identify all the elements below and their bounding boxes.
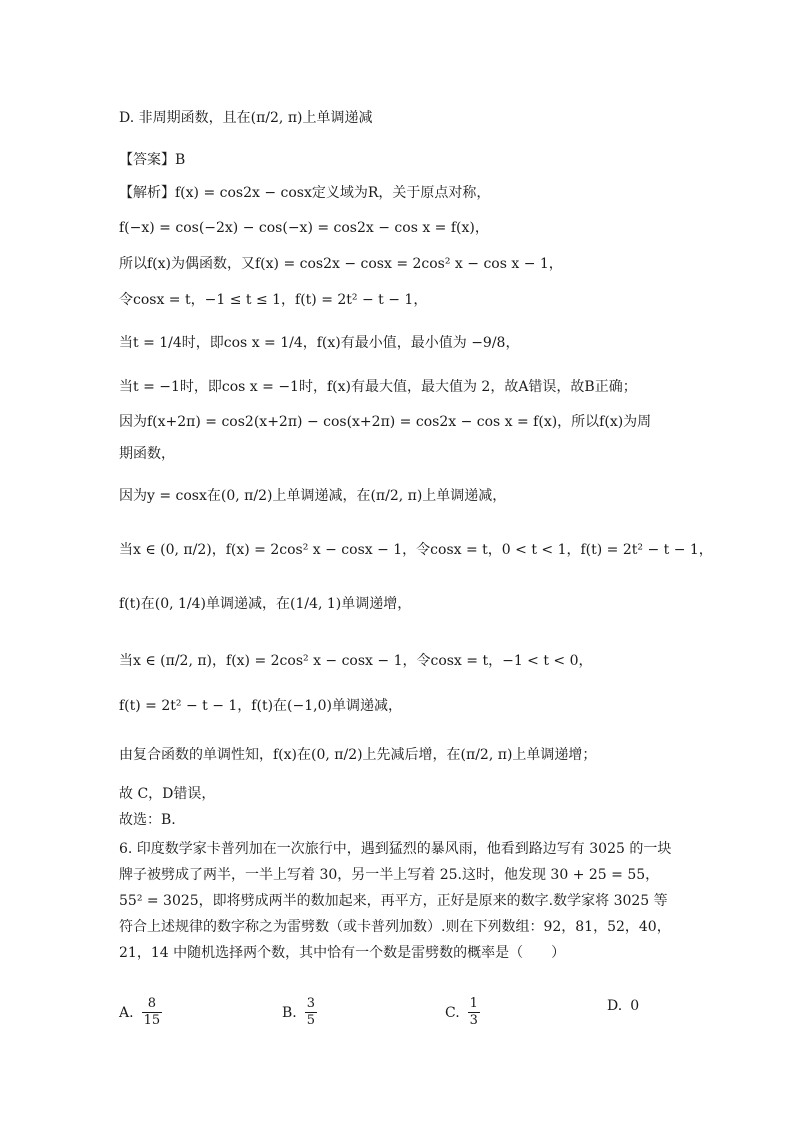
option-d-previous: D. 非周期函数，且在(π/2, π)上单调递减: [119, 110, 373, 126]
option-b-fraction: [305, 996, 317, 1029]
analysis-line-4: 令cosx = t，−1 ≤ t ≤ 1，f(t) = 2t² − t − 1，: [119, 292, 428, 308]
analysis-line-16: 故选：B.: [119, 812, 176, 828]
option-c: [445, 996, 480, 1029]
option-c-numerator: 1: [469, 996, 478, 1011]
option-a: [119, 996, 162, 1029]
option-d: [607, 996, 639, 1016]
option-b-label: B.: [282, 1004, 297, 1021]
option-b: [282, 996, 317, 1029]
analysis-line-8: 期函数，: [119, 446, 175, 462]
analysis-line-13: f(t) = 2t² − t − 1，f(t)在(−1,0)单调递减，: [119, 698, 402, 714]
analysis-line-14: 由复合函数的单调性知，f(x)在(0, π/2)上先减后增，在(π/2, π)上单调递增；: [119, 747, 597, 763]
option-d-label: D.: [607, 998, 623, 1014]
analysis-line-11: f(t)在(0, 1/4)单调递减，在(1/4, 1)单调递增，: [119, 596, 412, 612]
analysis-line-10: 当x ∈ (0, π/2)，f(x) = 2cos² x − cosx − 1，令cosx = t，0 < t < 1，f(t) = 2t² − t − 1，: [119, 542, 713, 558]
option-a-fraction: [142, 996, 163, 1029]
option-b-denominator: 5: [306, 1013, 316, 1028]
analysis-line-15: 故 C，D错误，: [119, 786, 216, 802]
analysis-line-3: 所以f(x)为偶函数，又f(x) = cos2x − cosx = 2cos² x − cos x − 1，: [119, 256, 563, 272]
option-d-value: 0: [630, 998, 640, 1014]
option-b-numerator: 3: [306, 996, 316, 1011]
option-c-label: C.: [445, 1004, 460, 1021]
option-c-denominator: 3: [469, 1013, 478, 1028]
analysis-line-6: 当t = −1时，即cos x = −1时，f(x)有最大值，最大值为 2，故A错误，故B正确；: [119, 379, 637, 395]
analysis-line-2: f(−x) = cos(−2x) − cos(−x) = cos2x − cos x = f(x)，: [119, 220, 489, 236]
option-a-label: A.: [119, 1004, 134, 1021]
analysis-line-5: 当t = 1/4时，即cos x = 1/4，f(x)有最小值，最小值为 −9/8，: [119, 335, 520, 351]
option-a-denominator: 15: [143, 1013, 161, 1028]
analysis-line-12: 当x ∈ (π/2, π)，f(x) = 2cos² x − cosx − 1，令cosx = t，−1 < t < 0，: [119, 653, 593, 669]
option-a-numerator: 8: [142, 996, 163, 1013]
option-c-fraction: [468, 996, 480, 1029]
question-6-stem: 6. 印度数学家卡普列加在一次旅行中，遇到猛烈的暴风雨，他看到路边写有 3025 的一块牌子被劈成了两半，一半上写着 30，另一半上写着 25.这时，他发现 30 + 25 = 55，55² = 3025，即将劈成两半的数加起来，再平方，正好是原来的数字.数学家将 3025 等符合上述规律的数字称之为雷劈数（或卡普列加数）.则在下列数组：92，81，52，40，21，14 中随机选择两个数，其中恰有一个数是雷劈数的概率是（ ）: [119, 841, 672, 961]
analysis-line-1: 【解析】f(x) = cos2x − cosx定义域为R，关于原点对称，: [119, 185, 491, 201]
analysis-line-9: 因为y = cosx在(0, π/2)上单调递减，在(π/2, π)上单调递减，: [119, 488, 507, 504]
analysis-line-7: 因为f(x+2π) = cos2(x+2π) − cos(x+2π) = cos2x − cos x = f(x)，所以f(x)为周: [119, 414, 652, 430]
answer-line: 【答案】B: [119, 152, 186, 168]
